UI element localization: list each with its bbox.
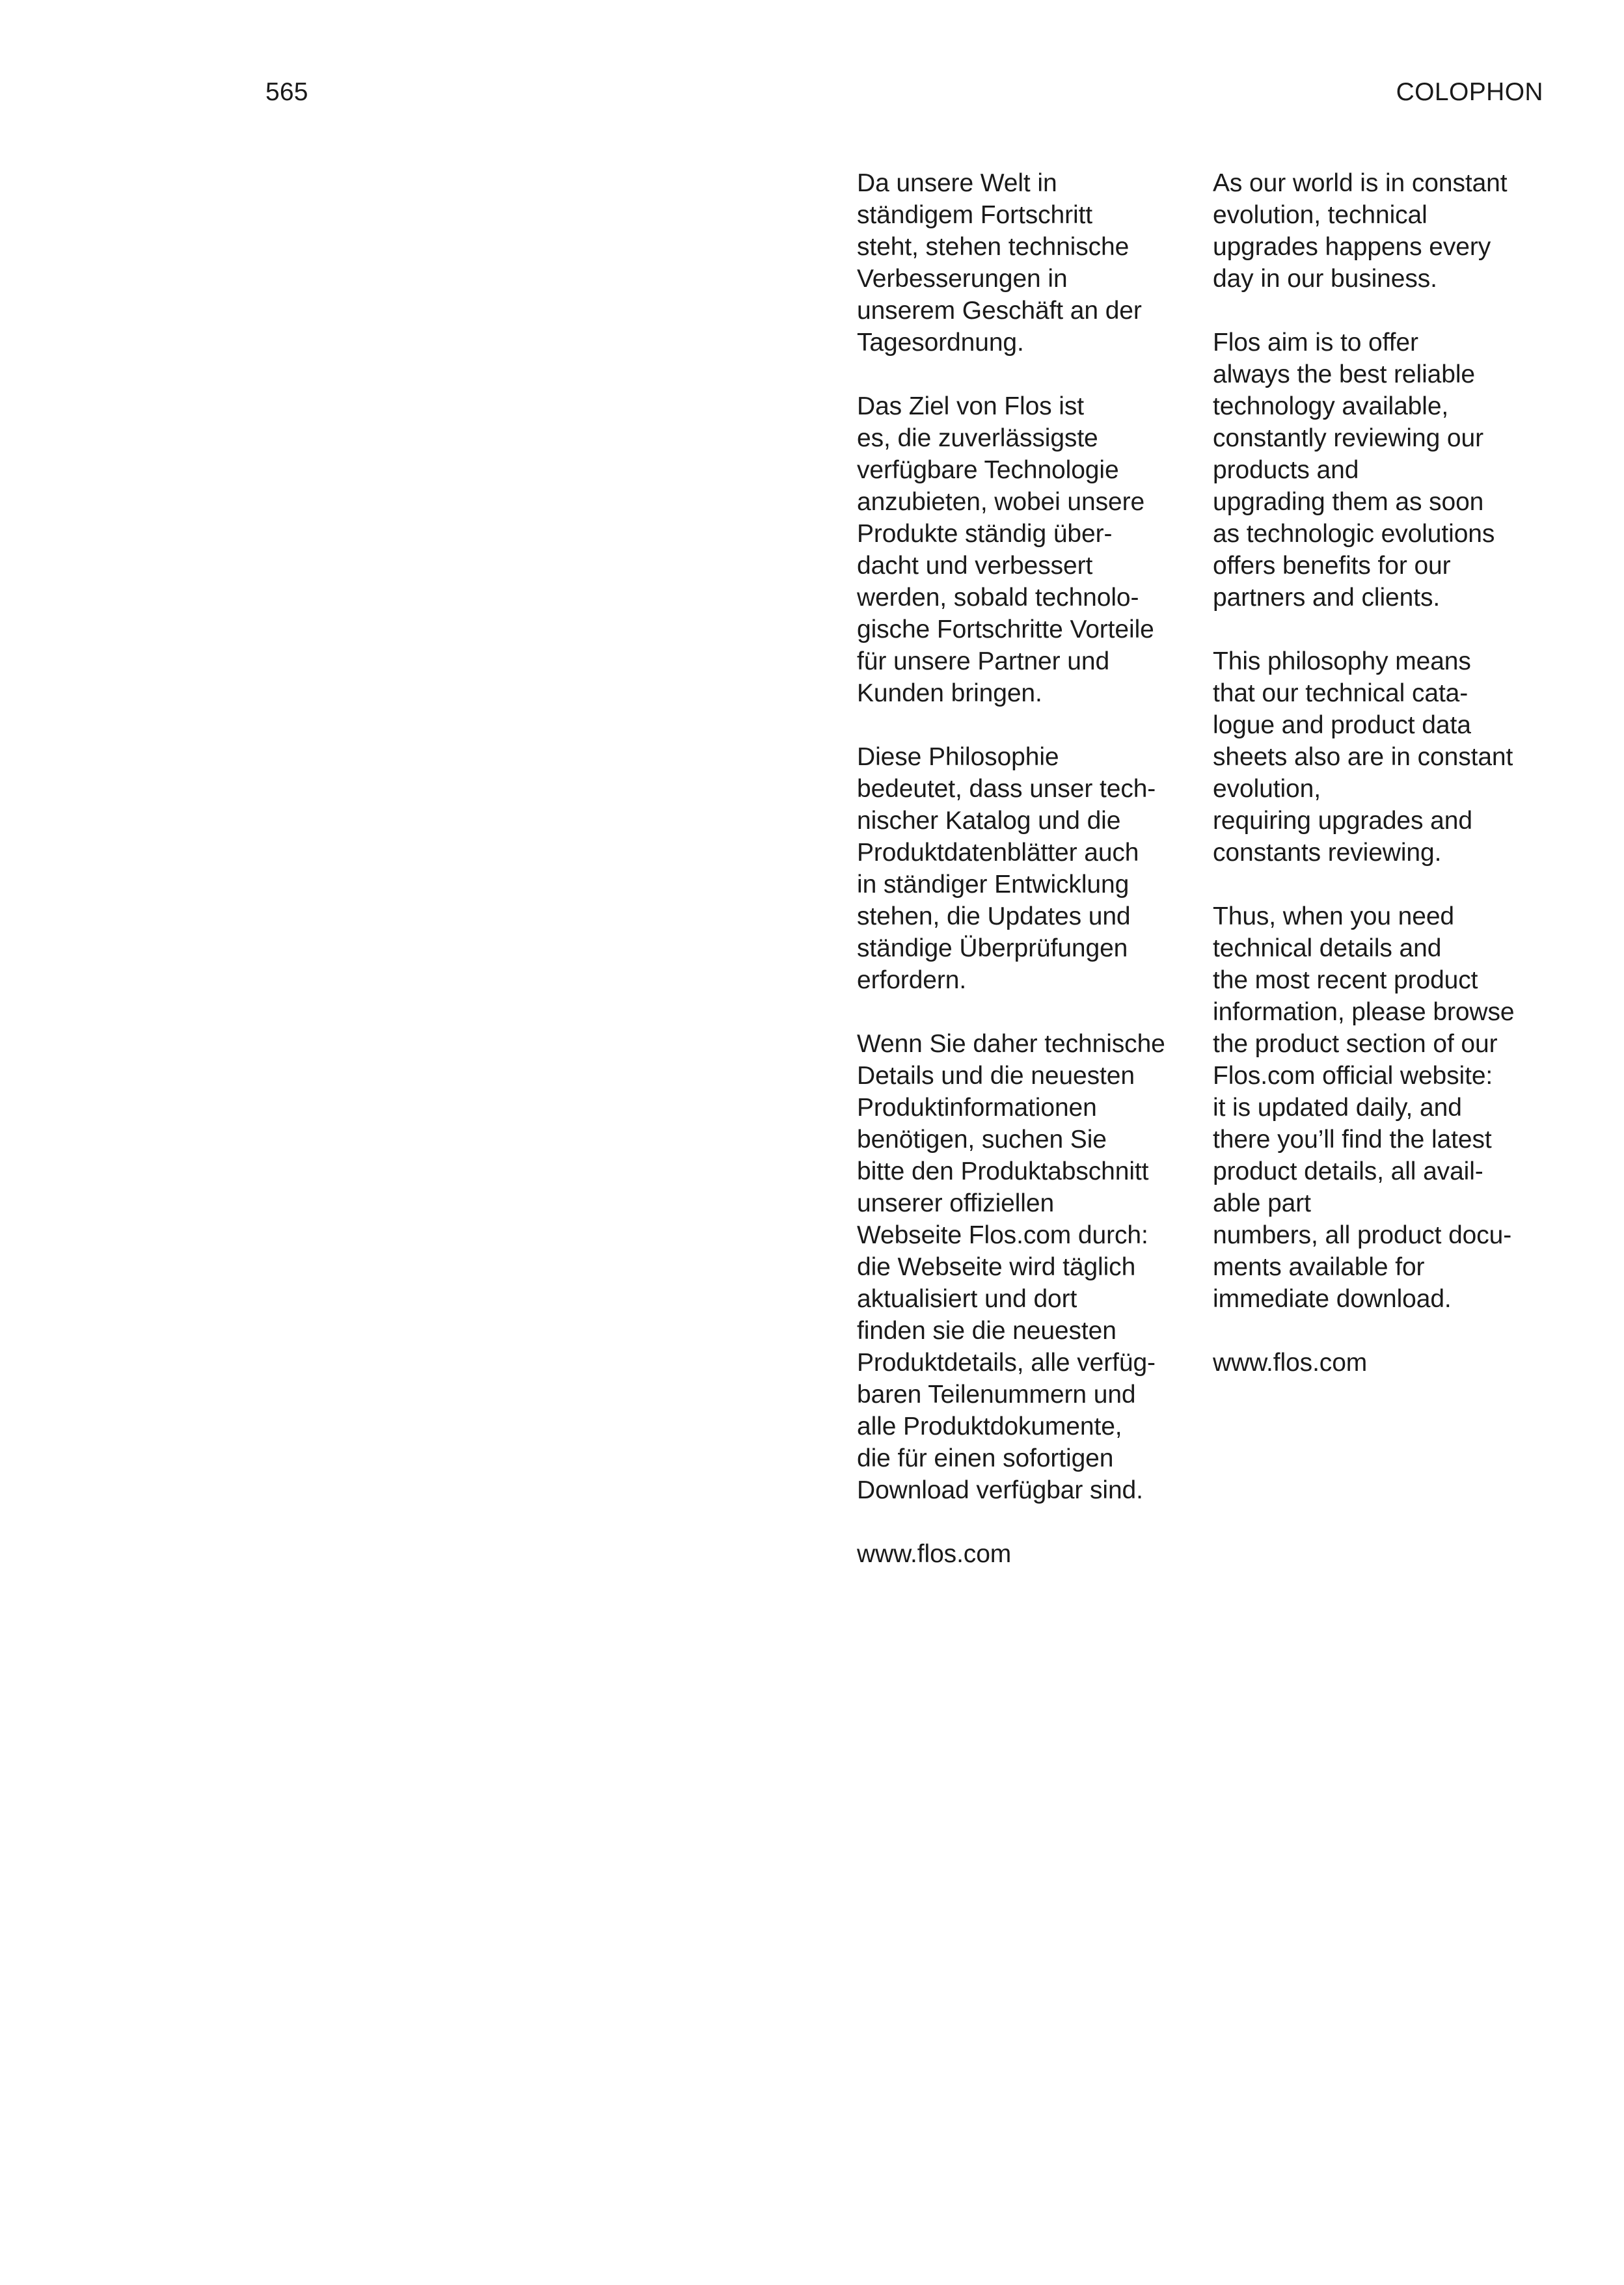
text-line: alle Produktdokumente, (857, 1413, 1122, 1440)
text-line: immediate download. (1213, 1285, 1452, 1313)
text-line: baren Teilenummern und (857, 1381, 1136, 1409)
text-line: able part (1213, 1189, 1311, 1217)
text-line: This philosophy means (1213, 647, 1471, 675)
page-number: 565 (265, 78, 308, 106)
text-line: ständige Überprüfungen (857, 934, 1128, 962)
text-line: as technologic evolutions (1213, 520, 1495, 548)
text-line: Das Ziel von Flos ist (857, 392, 1084, 420)
english-paragraph (1213, 645, 1558, 869)
text-line: the product section of our (1213, 1030, 1498, 1058)
german-paragraph (857, 167, 1202, 358)
english-paragraph (1213, 327, 1558, 614)
text-line: Verbesserungen in (857, 265, 1068, 293)
text-line: Kunden bringen. (857, 679, 1042, 707)
german-paragraph (857, 741, 1202, 996)
text-line: partners and clients. (1213, 584, 1441, 612)
text-line: benötigen, suchen Sie (857, 1126, 1107, 1154)
text-line: information, please browse (1213, 998, 1515, 1026)
text-line: upgrading them as soon (1213, 488, 1484, 516)
text-line: dacht und verbessert (857, 552, 1093, 580)
text-line: ments available for (1213, 1253, 1425, 1281)
german-paragraph (857, 1028, 1202, 1506)
text-line: requiring upgrades and (1213, 807, 1472, 835)
text-line: products and (1213, 456, 1359, 484)
text-line: die Webseite wird täglich (857, 1253, 1136, 1281)
text-line: Produktdetails, alle verfüg- (857, 1349, 1156, 1377)
section-title: COLOPHON (1396, 78, 1543, 106)
text-line: ständigem Fortschritt (857, 201, 1093, 229)
text-line: gische Fortschritte Vorteile (857, 615, 1154, 643)
text-line: finden sie die neuesten (857, 1317, 1116, 1345)
text-line: für unsere Partner und (857, 647, 1110, 675)
text-line: anzubieten, wobei unsere (857, 488, 1145, 516)
text-line: Download verfügbar sind. (857, 1476, 1143, 1504)
english-text-column (1213, 167, 1558, 1379)
text-line: technology available, (1213, 392, 1449, 420)
text-line: As our world is in constant (1213, 169, 1508, 197)
text-line: there you’ll find the latest (1213, 1126, 1492, 1154)
text-line: Da unsere Welt in (857, 169, 1057, 197)
text-line: Flos.com official website: (1213, 1062, 1493, 1090)
text-line: numbers, all product docu- (1213, 1221, 1512, 1249)
text-line: werden, sobald technolo- (857, 584, 1139, 612)
english-paragraph (1213, 167, 1558, 295)
text-line: unserem Geschäft an der (857, 297, 1142, 325)
text-line: it is updated daily, and (1213, 1094, 1462, 1122)
german-paragraph (857, 390, 1202, 709)
text-line: Details und die neuesten (857, 1062, 1135, 1090)
text-line: unserer offiziellen (857, 1189, 1055, 1217)
german-text-column (857, 167, 1202, 1570)
text-line: erfordern. (857, 966, 967, 994)
text-line: nischer Katalog und die (857, 807, 1121, 835)
text-line: evolution, technical (1213, 201, 1428, 229)
text-line: constants reviewing. (1213, 839, 1442, 867)
text-line: Wenn Sie daher technische (857, 1030, 1165, 1058)
text-line: steht, stehen technische (857, 233, 1130, 261)
text-line: bedeutet, dass unser tech- (857, 775, 1156, 803)
text-line: upgrades happens every (1213, 233, 1491, 261)
text-line: that our technical cata- (1213, 679, 1468, 707)
english-paragraph (1213, 900, 1558, 1315)
text-line: die für einen sofortigen (857, 1444, 1114, 1472)
text-line: aktualisiert und dort (857, 1285, 1077, 1313)
text-line: stehen, die Updates und (857, 902, 1131, 930)
text-line: Flos aim is to offer (1213, 329, 1418, 357)
text-line: day in our business. (1213, 265, 1437, 293)
text-line: product details, all avail- (1213, 1157, 1483, 1185)
text-line: offers benefits for our (1213, 552, 1451, 580)
text-line: Produktinformationen (857, 1094, 1097, 1122)
text-line: evolution, (1213, 775, 1321, 803)
text-line: Produkte ständig über- (857, 520, 1113, 548)
text-line: always the best reliable (1213, 360, 1475, 388)
text-line: the most recent product (1213, 966, 1478, 994)
text-line: bitte den Produktabschnitt (857, 1157, 1149, 1185)
text-line: technical details and (1213, 934, 1442, 962)
text-line: Diese Philosophie (857, 743, 1059, 771)
text-line: verfügbare Technologie (857, 456, 1119, 484)
website-url: www.flos.com (1213, 1349, 1368, 1377)
text-line: Webseite Flos.com durch: (857, 1221, 1148, 1249)
text-line: in ständiger Entwicklung (857, 871, 1130, 899)
text-line: Thus, when you need (1213, 902, 1455, 930)
text-line: logue and product data (1213, 711, 1471, 739)
website-url: www.flos.com (857, 1540, 1012, 1568)
text-line: es, die zuverlässigste (857, 424, 1098, 452)
text-line: Tagesordnung. (857, 329, 1024, 357)
text-line: Produktdatenblätter auch (857, 839, 1139, 867)
text-line: constantly reviewing our (1213, 424, 1483, 452)
text-line: sheets also are in constant (1213, 743, 1513, 771)
